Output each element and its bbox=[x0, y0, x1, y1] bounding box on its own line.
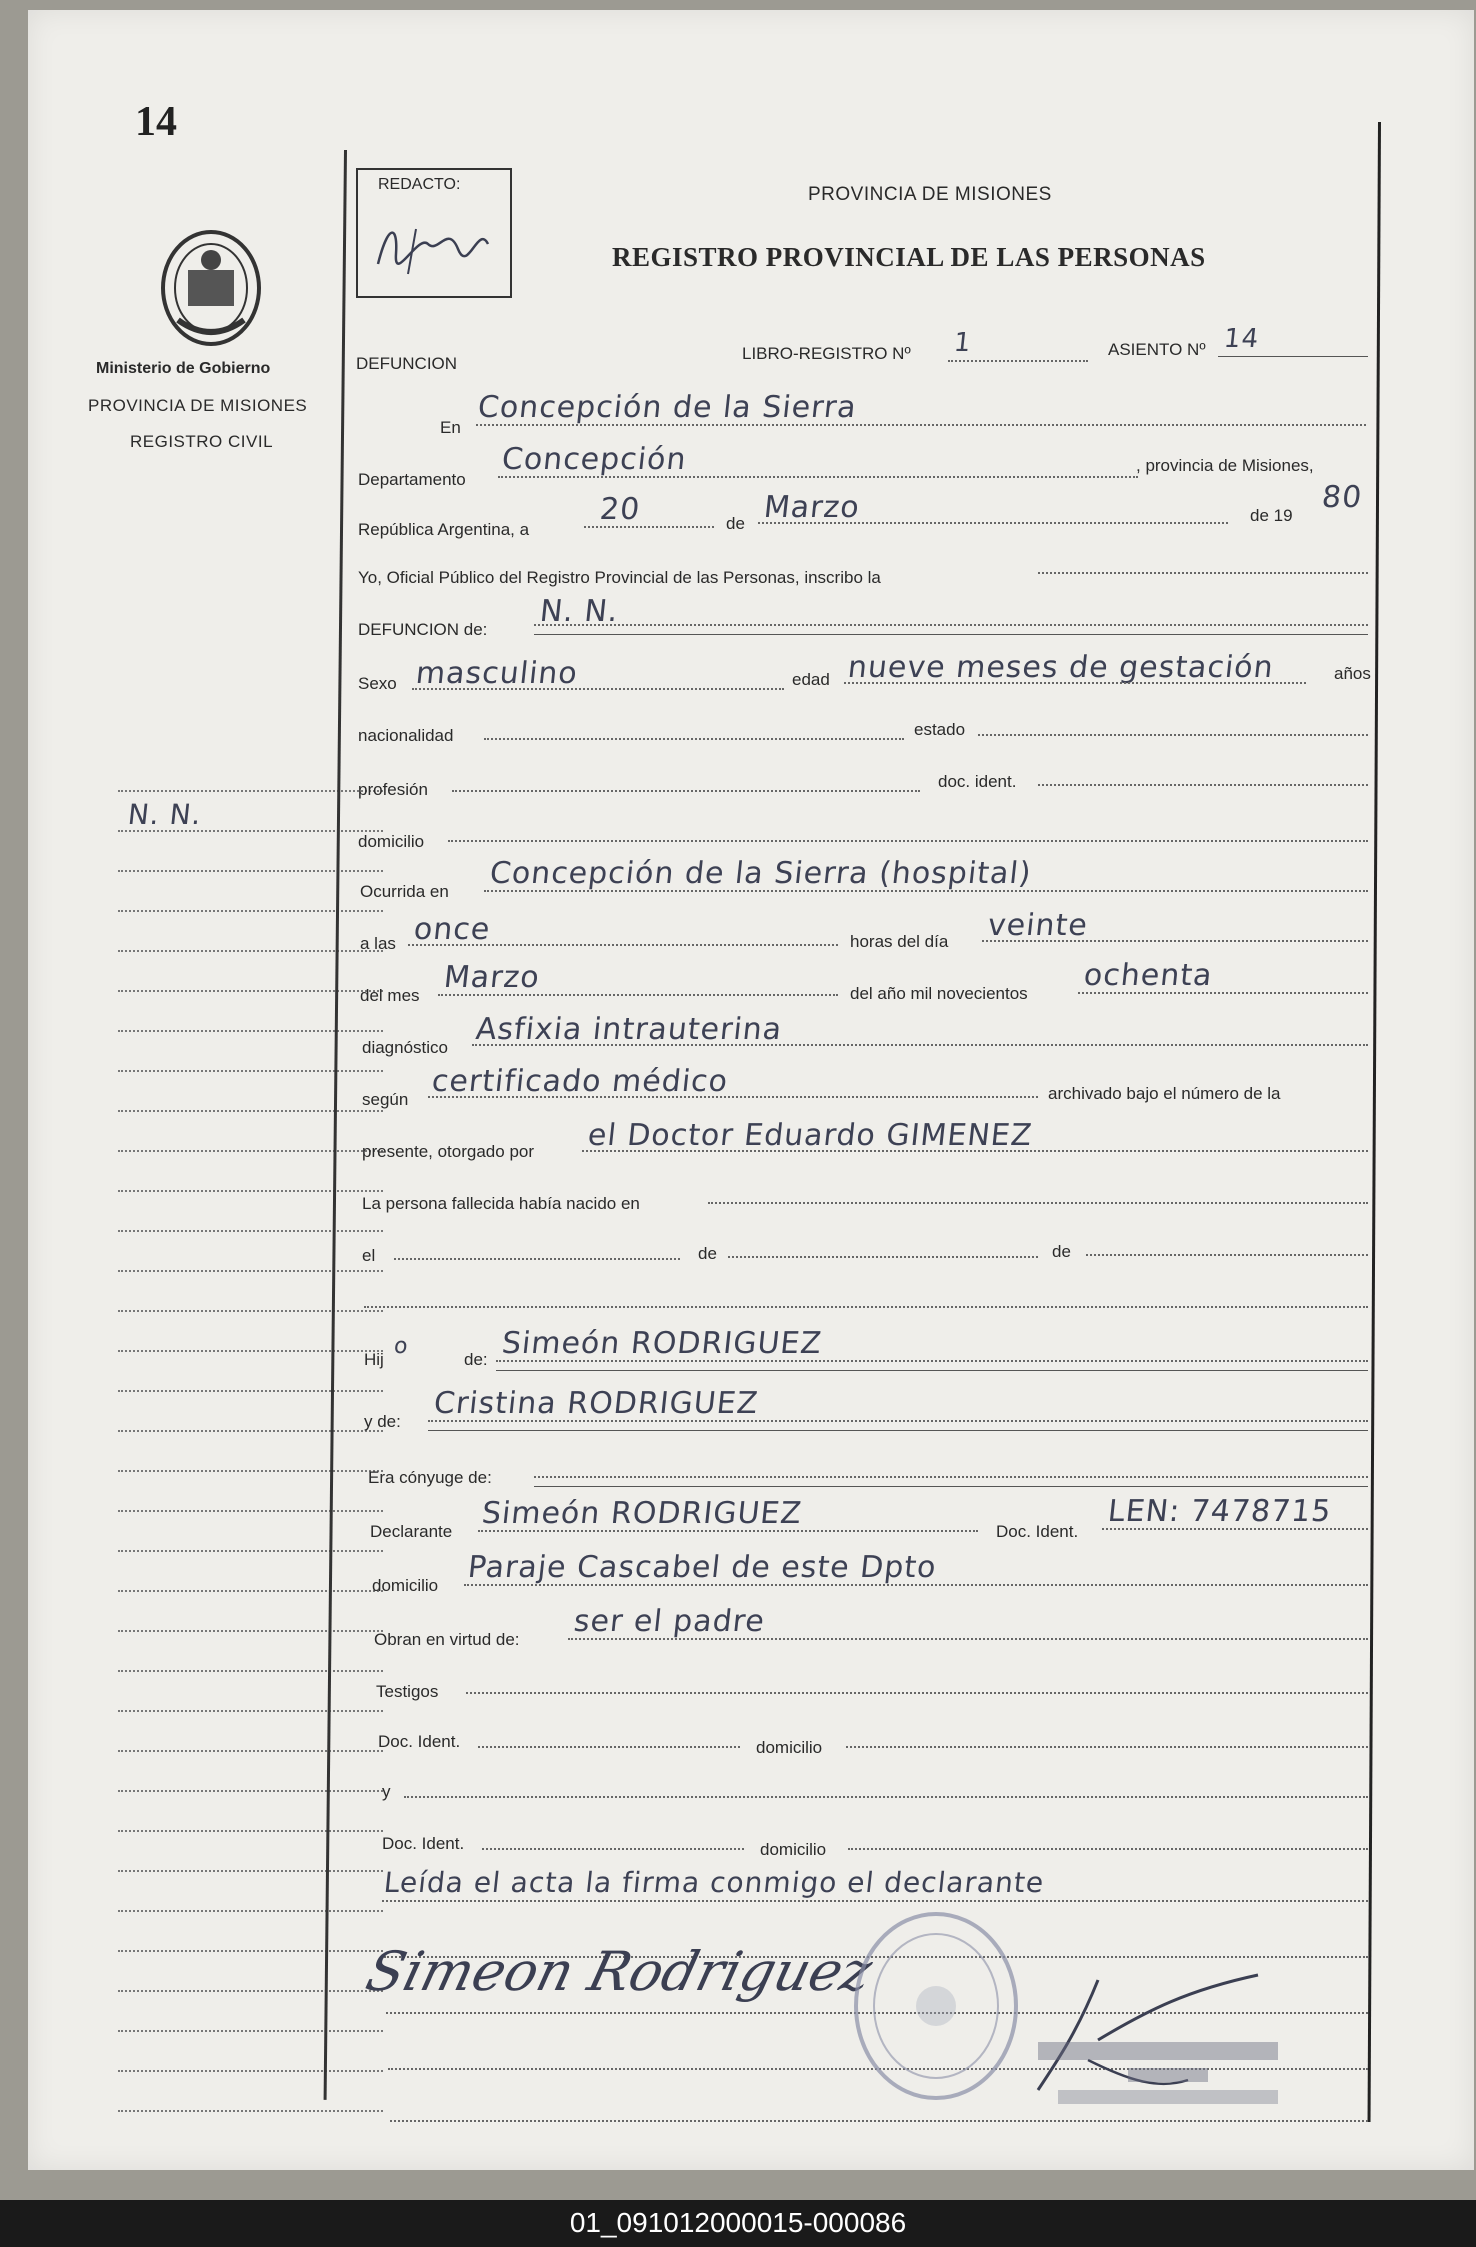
declarante-value: Simeón RODRIGUEZ bbox=[480, 1496, 804, 1531]
provincia-label: , provincia de Misiones, bbox=[1136, 456, 1314, 475]
departamento-label: Departamento bbox=[358, 470, 466, 489]
hijo-suffix-value: o bbox=[392, 1334, 410, 1359]
dia-texto-value: veinte bbox=[986, 908, 1090, 943]
redacto-signature-icon bbox=[368, 204, 498, 284]
defuncion-de-label: DEFUNCION de: bbox=[358, 620, 488, 639]
republica-label: República Argentina, a bbox=[358, 520, 530, 539]
margin-note: N. N. bbox=[126, 798, 204, 831]
testigo2-domicilio-label: domicilio bbox=[760, 1840, 827, 1859]
del-ano-label: del año mil novecientos bbox=[850, 984, 1028, 1003]
yo-label: Yo, Oficial Público del Registro Provincial de las Personas, inscribo la bbox=[358, 568, 881, 587]
de19-label: de 19 bbox=[1250, 506, 1293, 525]
scan-caption: 01_091012000015-000086 bbox=[569, 2207, 907, 2238]
defuncion-header-label: DEFUNCION bbox=[356, 354, 458, 373]
profesion-label: profesión bbox=[358, 780, 428, 799]
libro-label: LIBRO-REGISTRO Nº bbox=[742, 344, 911, 363]
dia-value: 20 bbox=[598, 492, 643, 527]
obran-label: Obran en virtud de: bbox=[374, 1630, 520, 1649]
left-rule bbox=[324, 150, 347, 2100]
declarante-doc-value: LEN: 7478715 bbox=[1106, 1494, 1334, 1529]
hij-label: Hij bbox=[364, 1350, 384, 1369]
declarante-signature: Simeon Rodriguez bbox=[360, 1940, 879, 2003]
diagnostico-label: diagnóstico bbox=[362, 1038, 449, 1057]
declarante-domicilio-value: Paraje Cascabel de este Dpto bbox=[466, 1550, 939, 1585]
sidebar-province: PROVINCIA DE MISIONES bbox=[88, 396, 308, 415]
redacto-label: REDACTO: bbox=[378, 176, 461, 193]
otorgado-value: el Doctor Eduardo GIMENEZ bbox=[586, 1118, 1035, 1153]
departamento-value: Concepción bbox=[500, 442, 689, 477]
testigos-label: Testigos bbox=[376, 1682, 439, 1701]
asiento-value: 14 bbox=[1222, 324, 1261, 354]
edad-value: nueve meses de gestación bbox=[846, 650, 1276, 685]
ocurrida-value: Concepción de la Sierra (hospital) bbox=[488, 856, 1034, 891]
ano-value: 80 bbox=[1320, 480, 1365, 515]
domicilio-label: domicilio bbox=[358, 832, 425, 851]
y-label: y bbox=[382, 1782, 391, 1801]
official-stamp-icon bbox=[846, 1906, 1026, 2106]
sidebar-registry: REGISTRO CIVIL bbox=[130, 432, 274, 451]
official-signature-icon bbox=[1018, 1970, 1318, 2110]
a-las-label: a las bbox=[360, 934, 396, 953]
asiento-label: ASIENTO Nº bbox=[1108, 340, 1206, 359]
ano-texto-value: ochenta bbox=[1082, 958, 1215, 993]
nombre-value: N. N. bbox=[538, 594, 621, 629]
el-label: el bbox=[362, 1246, 376, 1265]
nacido-label: La persona fallecida había nacido en bbox=[362, 1194, 640, 1213]
padre-value: Simeón RODRIGUEZ bbox=[500, 1326, 824, 1361]
anos-label: años bbox=[1334, 664, 1371, 683]
de-label-2: de bbox=[698, 1244, 717, 1263]
sexo-label: Sexo bbox=[358, 674, 397, 693]
testigo1-domicilio-label: domicilio bbox=[756, 1738, 823, 1757]
archivado-label: archivado bajo el número de la bbox=[1048, 1084, 1281, 1103]
obran-value: ser el padre bbox=[572, 1604, 767, 1639]
redacto-box bbox=[356, 168, 512, 298]
segun-value: certificado médico bbox=[430, 1064, 730, 1099]
de-label-1: de bbox=[726, 514, 745, 533]
declarante-doc-label: Doc. Ident. bbox=[996, 1522, 1079, 1541]
madre-value: Cristina RODRIGUEZ bbox=[432, 1386, 761, 1421]
de-padre-label: de: bbox=[464, 1350, 488, 1369]
y-de-label: y de: bbox=[364, 1412, 401, 1431]
doc-ident-label: doc. ident. bbox=[938, 772, 1017, 791]
header-province: PROVINCIA DE MISIONES bbox=[808, 184, 1052, 205]
nacionalidad-label: nacionalidad bbox=[358, 726, 454, 745]
edad-label: edad bbox=[792, 670, 830, 689]
segun-label: según bbox=[362, 1090, 409, 1109]
sexo-value: masculino bbox=[414, 656, 580, 691]
declarante-label: Declarante bbox=[370, 1522, 453, 1541]
header-title: REGISTRO PROVINCIAL DE LAS PERSONAS bbox=[612, 242, 1206, 272]
libro-value: 1 bbox=[952, 328, 974, 358]
testigo1-doc-label: Doc. Ident. bbox=[378, 1732, 461, 1751]
de-label-3: de bbox=[1052, 1242, 1071, 1261]
conyuge-label: Era cónyuge de: bbox=[368, 1468, 492, 1487]
register-page bbox=[28, 10, 1474, 2170]
mes-value: Marzo bbox=[762, 490, 862, 525]
right-rule bbox=[1368, 122, 1381, 2122]
presente-label: presente, otorgado por bbox=[362, 1142, 535, 1161]
del-mes-label: del mes bbox=[360, 986, 420, 1005]
estado-label: estado bbox=[914, 720, 966, 739]
provincial-seal-icon bbox=[156, 220, 266, 350]
page-number: 14 bbox=[135, 99, 177, 145]
mes-texto-value: Marzo bbox=[442, 960, 542, 995]
declarante-domicilio-label: domicilio bbox=[372, 1576, 439, 1595]
cierre-value: Leída el acta la firma conmigo el declarante bbox=[382, 1866, 1046, 1899]
ocurrida-label: Ocurrida en bbox=[360, 882, 449, 901]
lugar-value: Concepción de la Sierra bbox=[476, 390, 859, 425]
diagnostico-value: Asfixia intrauterina bbox=[474, 1012, 785, 1047]
hora-value: once bbox=[412, 912, 493, 947]
testigo2-doc-label: Doc. Ident. bbox=[382, 1834, 465, 1853]
ministry-label: Ministerio de Gobierno bbox=[96, 360, 271, 377]
horas-dia-label: horas del día bbox=[850, 932, 949, 951]
en-label: En bbox=[440, 418, 461, 437]
